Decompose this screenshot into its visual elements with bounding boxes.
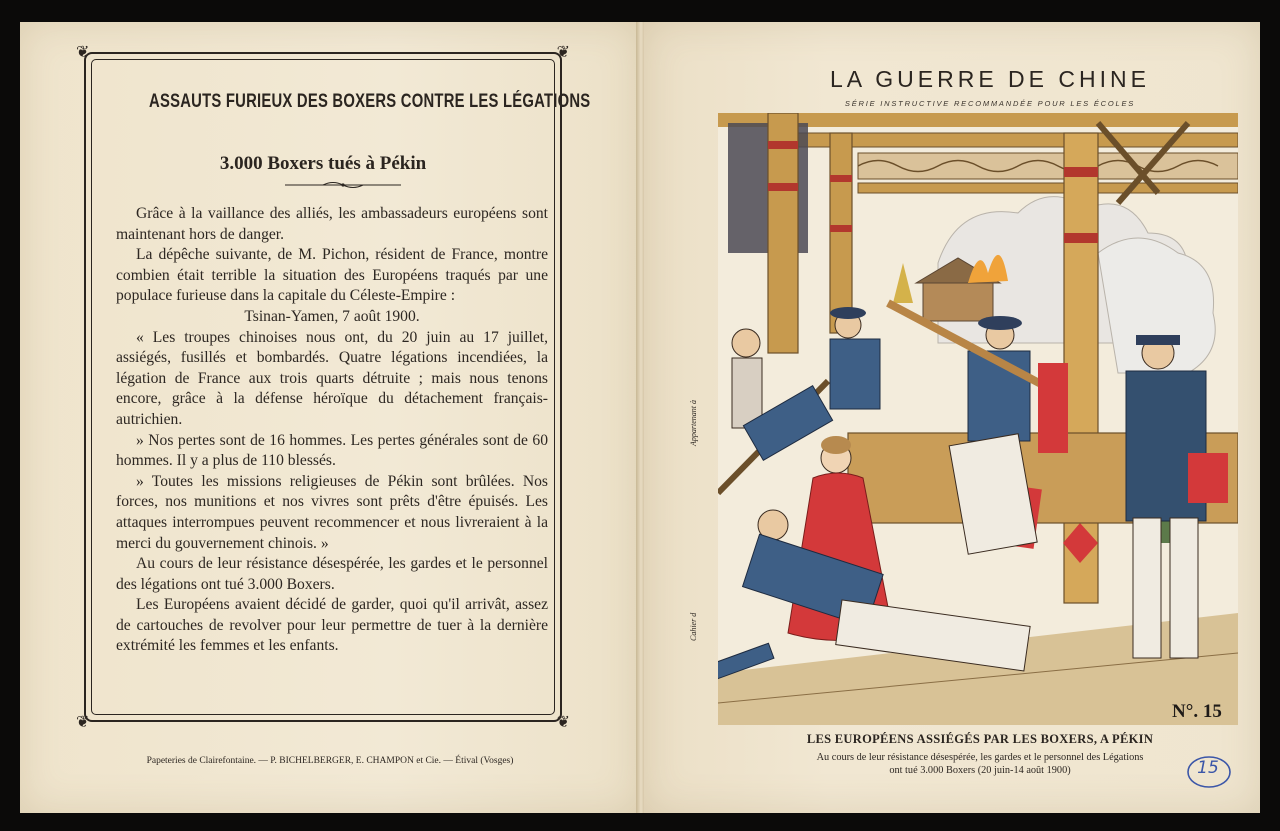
illustration-subcaption: [720, 751, 1240, 777]
cover-title: LA GUERRE DE CHINE: [830, 66, 1150, 92]
owner-label: Appartenant à: [689, 400, 698, 446]
article-title: ASSAUTS FURIEUX DES BOXERS CONTRE LES LÉGATIONS: [149, 91, 591, 112]
article-subtitle: 3.000 Boxers tués à Pékin: [219, 153, 427, 174]
paragraph: » Toutes les missions religieuses de Pékin sont brûlées. Nos forces, nos munitions et nos vivres sont prêts d'être épuisés. Les attaques interrompues peuvent recommencer et nous livreraient à la merci du gouvernement chinois. »: [116, 472, 548, 552]
plate-number: N°. 15: [1172, 701, 1222, 722]
illustration-caption: LES EUROPÉENS ASSIÉGÉS PAR LES BOXERS, A PÉKIN: [806, 732, 1154, 746]
paragraph: La dépêche suivante, de M. Pichon, résident de France, montre combien était terrible la situation des Européens traqués par une populace furieuse dans la capitale du Céleste-Empire :: [116, 246, 548, 305]
notebook-label: Cahier d: [689, 612, 698, 641]
frame-corner-ornament-icon: ❦: [556, 42, 570, 61]
series-tagline: SÉRIE INSTRUCTIVE RECOMMANDÉE POUR LES ÉCOLES: [844, 99, 1136, 108]
divider-flourish-icon: [283, 180, 403, 190]
dispatch-dateline: Tsinan-Yamen, 7 août 1900.: [244, 307, 420, 325]
frame-corner-ornament-icon: ❦: [556, 712, 570, 731]
frame-corner-ornament-icon: ❦: [76, 42, 90, 61]
paragraph: » Nos pertes sont de 16 hommes. Les pertes générales sont de 60 hommes. Il y a plus de 110 blessés.: [116, 431, 548, 470]
subcaption-line: ont tué 3.000 Boxers (20 juin-14 août 1900): [889, 765, 1071, 776]
battle-illustration: [718, 113, 1238, 725]
publisher-imprint: Papeteries de Clairefontaine. — P. BICHELBERGER, E. CHAMPON et Cie. — Étival (Vosges): [146, 756, 514, 766]
paragraph: Les Européens avaient décidé de garder, quoi qu'il arrivât, assez de cartouches de revolver pour leur permettre de tuer à la dernière extrémité les femmes et les enfants.: [116, 596, 548, 655]
paragraph: Au cours de leur résistance désespérée, les gardes et le personnel des légations ont tué 3.000 Boxers.: [116, 555, 548, 593]
pencil-annotation: 15: [1197, 758, 1219, 778]
subcaption-line: Au cours de leur résistance désespérée, les gardes et le personnel des Légations: [816, 752, 1144, 763]
article-body: [116, 204, 548, 657]
frame-corner-ornament-icon: ❦: [76, 712, 90, 731]
paragraph: « Les troupes chinoises nous ont, du 20 juin au 17 juillet, assiégés, fusillés et bombardés. Quatre légations incendiées, la légation de France aux trois quarts détruite ; mais nous tenons encore, grâce à la défense héroïque du détachement français-autrichien.: [116, 328, 548, 428]
paragraph: Grâce à la vaillance des alliés, les ambassadeurs européens sont maintenant hors de danger.: [116, 205, 548, 243]
